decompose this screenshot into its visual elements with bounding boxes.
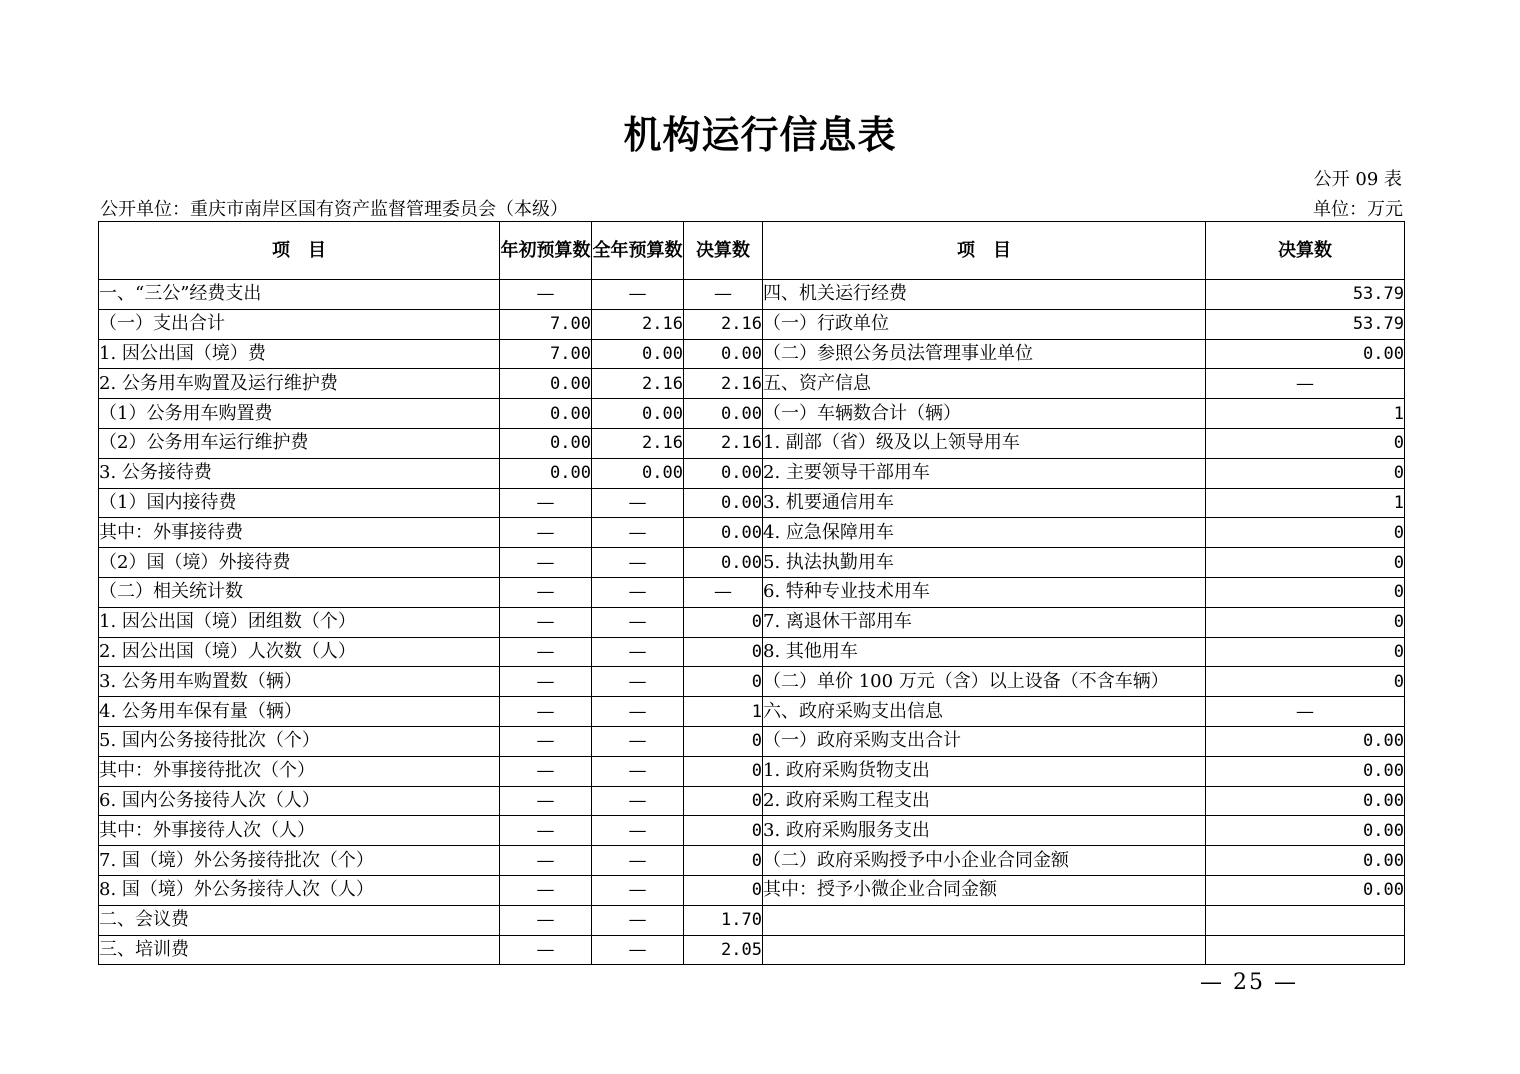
left-item-cell: 5. 国内公务接待批次（个） (99, 726, 500, 756)
budget-initial-cell: — (500, 577, 592, 607)
budget-initial-cell: 7.00 (500, 339, 592, 369)
right-item-cell: （二）单价 100 万元（含）以上设备（不含车辆） (763, 667, 1206, 697)
table-row (99, 786, 1405, 816)
right-item-cell: 6. 特种专业技术用车 (763, 577, 1206, 607)
final-right-cell: 1 (1206, 488, 1405, 518)
table-body (99, 280, 1405, 965)
final-left-cell: 0 (684, 846, 763, 876)
budget-initial-cell: 0.00 (500, 428, 592, 458)
header-budget-full: 全年预算数 (592, 222, 684, 280)
final-right-cell: 0.00 (1206, 786, 1405, 816)
left-item-cell: 3. 公务接待费 (99, 458, 500, 488)
budget-initial-cell: — (500, 756, 592, 786)
left-item-cell: 4. 公务用车保有量（辆） (99, 697, 500, 727)
right-item-cell: 3. 机要通信用车 (763, 488, 1206, 518)
header-final-left: 决算数 (684, 222, 763, 280)
left-item-cell: 一、“三公”经费支出 (99, 280, 500, 310)
table-row (99, 548, 1405, 578)
right-item-cell (763, 905, 1206, 935)
right-item-cell: 5. 执法执勤用车 (763, 548, 1206, 578)
table-row (99, 309, 1405, 339)
budget-initial-cell: — (500, 697, 592, 727)
right-item-cell: 五、资产信息 (763, 369, 1206, 399)
budget-initial-cell: — (500, 607, 592, 637)
budget-full-cell: — (592, 875, 684, 905)
budget-full-cell: — (592, 816, 684, 846)
left-item-cell: 3. 公务用车购置数（辆） (99, 667, 500, 697)
final-right-cell: 0.00 (1206, 816, 1405, 846)
right-item-cell (763, 935, 1206, 965)
left-item-cell: 三、培训费 (99, 935, 500, 965)
table-row (99, 369, 1405, 399)
final-left-cell: 0.00 (684, 518, 763, 548)
table-row (99, 667, 1405, 697)
table-row (99, 458, 1405, 488)
final-left-cell: 0.00 (684, 339, 763, 369)
budget-initial-cell: — (500, 637, 592, 667)
left-item-cell: 6. 国内公务接待人次（人） (99, 786, 500, 816)
budget-full-cell: — (592, 786, 684, 816)
left-item-cell: 其中：外事接待批次（个） (99, 756, 500, 786)
right-item-cell: 2. 政府采购工程支出 (763, 786, 1206, 816)
table-row (99, 428, 1405, 458)
right-item-cell: 1. 政府采购货物支出 (763, 756, 1206, 786)
left-item-cell: 7. 国（境）外公务接待批次（个） (99, 846, 500, 876)
header-final-right: 决算数 (1206, 222, 1405, 280)
final-left-cell: 1 (684, 697, 763, 727)
table-row (99, 399, 1405, 429)
header-left-item: 项 目 (99, 222, 500, 280)
reporting-unit: 公开单位：重庆市南岸区国有资产监督管理委员会（本级） (100, 199, 568, 220)
budget-full-cell: 0.00 (592, 458, 684, 488)
right-item-cell: （二）参照公务员法管理事业单位 (763, 339, 1206, 369)
right-item-cell: 3. 政府采购服务支出 (763, 816, 1206, 846)
right-item-cell: 8. 其他用车 (763, 637, 1206, 667)
budget-initial-cell: — (500, 280, 592, 310)
budget-full-cell: — (592, 905, 684, 935)
final-left-cell: 0 (684, 786, 763, 816)
final-left-cell: 0 (684, 667, 763, 697)
left-item-cell: 其中：外事接待费 (99, 518, 500, 548)
final-left-cell: 2.16 (684, 369, 763, 399)
budget-full-cell: — (592, 518, 684, 548)
final-left-cell: 1.70 (684, 905, 763, 935)
form-number: 公开 09 表 (1313, 169, 1402, 190)
final-right-cell: 0.00 (1206, 339, 1405, 369)
left-item-cell: （2）公务用车运行维护费 (99, 428, 500, 458)
final-left-cell: 0 (684, 607, 763, 637)
budget-full-cell: — (592, 846, 684, 876)
budget-initial-cell: — (500, 786, 592, 816)
budget-full-cell: — (592, 726, 684, 756)
final-right-cell: 0 (1206, 458, 1405, 488)
budget-full-cell: 0.00 (592, 339, 684, 369)
right-item-cell: （二）政府采购授予中小企业合同金额 (763, 846, 1206, 876)
final-left-cell: 2.16 (684, 309, 763, 339)
budget-full-cell: — (592, 667, 684, 697)
right-item-cell: 7. 离退休干部用车 (763, 607, 1206, 637)
final-left-cell: 0 (684, 816, 763, 846)
left-item-cell: （2）国（境）外接待费 (99, 548, 500, 578)
right-item-cell: 2. 主要领导干部用车 (763, 458, 1206, 488)
left-item-cell: 1. 因公出国（境）团组数（个） (99, 607, 500, 637)
right-item-cell: 其中：授予小微企业合同金额 (763, 875, 1206, 905)
budget-initial-cell: — (500, 905, 592, 935)
final-right-cell (1206, 905, 1405, 935)
final-left-cell: 2.05 (684, 935, 763, 965)
page-title: 机构运行信息表 (623, 113, 897, 157)
currency-unit: 单位：万元 (1313, 199, 1403, 220)
left-item-cell: 2. 公务用车购置及运行维护费 (99, 369, 500, 399)
final-right-cell: 0 (1206, 637, 1405, 667)
right-item-cell: （一）行政单位 (763, 309, 1206, 339)
budget-full-cell: 0.00 (592, 399, 684, 429)
budget-initial-cell: — (500, 667, 592, 697)
budget-full-cell: 2.16 (592, 309, 684, 339)
table-row (99, 339, 1405, 369)
final-right-cell: 53.79 (1206, 280, 1405, 310)
right-item-cell: 四、机关运行经费 (763, 280, 1206, 310)
table-row (99, 280, 1405, 310)
final-right-cell: — (1206, 369, 1405, 399)
final-left-cell: 0.00 (684, 458, 763, 488)
budget-initial-cell: — (500, 548, 592, 578)
budget-initial-cell: — (500, 846, 592, 876)
right-item-cell: 六、政府采购支出信息 (763, 697, 1206, 727)
final-right-cell: 0.00 (1206, 756, 1405, 786)
left-item-cell: （二）相关统计数 (99, 577, 500, 607)
budget-initial-cell: 7.00 (500, 309, 592, 339)
budget-full-cell: — (592, 697, 684, 727)
budget-full-cell: 2.16 (592, 369, 684, 399)
budget-full-cell: — (592, 935, 684, 965)
budget-initial-cell: 0.00 (500, 369, 592, 399)
final-right-cell: 0.00 (1206, 846, 1405, 876)
left-item-cell: 二、会议费 (99, 905, 500, 935)
budget-initial-cell: — (500, 488, 592, 518)
table-row (99, 905, 1405, 935)
table-row (99, 637, 1405, 667)
table-row (99, 577, 1405, 607)
budget-initial-cell: 0.00 (500, 399, 592, 429)
final-left-cell: 0 (684, 875, 763, 905)
left-item-cell: 其中：外事接待人次（人） (99, 816, 500, 846)
budget-full-cell: — (592, 577, 684, 607)
final-right-cell: 53.79 (1206, 309, 1405, 339)
budget-full-cell: — (592, 280, 684, 310)
budget-full-cell: 2.16 (592, 428, 684, 458)
left-item-cell: 1. 因公出国（境）费 (99, 339, 500, 369)
final-right-cell: 0 (1206, 577, 1405, 607)
left-item-cell: （1）国内接待费 (99, 488, 500, 518)
final-left-cell: 0 (684, 756, 763, 786)
budget-full-cell: — (592, 637, 684, 667)
operation-info-table (98, 221, 1405, 965)
final-left-cell: 0.00 (684, 488, 763, 518)
table-row (99, 875, 1405, 905)
table-row (99, 756, 1405, 786)
table-row (99, 726, 1405, 756)
final-right-cell: 1 (1206, 399, 1405, 429)
budget-initial-cell: — (500, 875, 592, 905)
final-right-cell: — (1206, 697, 1405, 727)
table-row (99, 518, 1405, 548)
page-number: — 25 — (1200, 970, 1298, 995)
table-row (99, 697, 1405, 727)
left-item-cell: （1）公务用车购置费 (99, 399, 500, 429)
final-right-cell: 0.00 (1206, 726, 1405, 756)
left-item-cell: 8. 国（境）外公务接待人次（人） (99, 875, 500, 905)
final-right-cell: 0 (1206, 667, 1405, 697)
final-left-cell: 2.16 (684, 428, 763, 458)
final-left-cell: 0 (684, 637, 763, 667)
final-right-cell: 0.00 (1206, 875, 1405, 905)
budget-initial-cell: 0.00 (500, 458, 592, 488)
table-row (99, 488, 1405, 518)
table-row (99, 607, 1405, 637)
final-right-cell: 0 (1206, 607, 1405, 637)
final-right-cell (1206, 935, 1405, 965)
final-right-cell: 0 (1206, 548, 1405, 578)
left-item-cell: （一）支出合计 (99, 309, 500, 339)
unit-info-row (100, 195, 1403, 221)
right-item-cell: （一）车辆数合计（辆） (763, 399, 1206, 429)
budget-full-cell: — (592, 488, 684, 518)
final-left-cell: — (684, 577, 763, 607)
budget-full-cell: — (592, 548, 684, 578)
table-header-row (99, 222, 1405, 280)
table-row (99, 935, 1405, 965)
right-item-cell: 4. 应急保障用车 (763, 518, 1206, 548)
budget-full-cell: — (592, 756, 684, 786)
budget-initial-cell: — (500, 935, 592, 965)
table-row (99, 846, 1405, 876)
left-item-cell: 2. 因公出国（境）人次数（人） (99, 637, 500, 667)
final-right-cell: 0 (1206, 518, 1405, 548)
final-right-cell: 0 (1206, 428, 1405, 458)
final-left-cell: 0 (684, 726, 763, 756)
table-row (99, 816, 1405, 846)
header-right-item: 项 目 (763, 222, 1206, 280)
right-item-cell: 1. 副部（省）级及以上领导用车 (763, 428, 1206, 458)
right-item-cell: （一）政府采购支出合计 (763, 726, 1206, 756)
final-left-cell: 0.00 (684, 548, 763, 578)
budget-initial-cell: — (500, 726, 592, 756)
budget-initial-cell: — (500, 816, 592, 846)
budget-initial-cell: — (500, 518, 592, 548)
final-left-cell: — (684, 280, 763, 310)
final-left-cell: 0.00 (684, 399, 763, 429)
header-budget-initial: 年初预算数 (500, 222, 592, 280)
budget-full-cell: — (592, 607, 684, 637)
